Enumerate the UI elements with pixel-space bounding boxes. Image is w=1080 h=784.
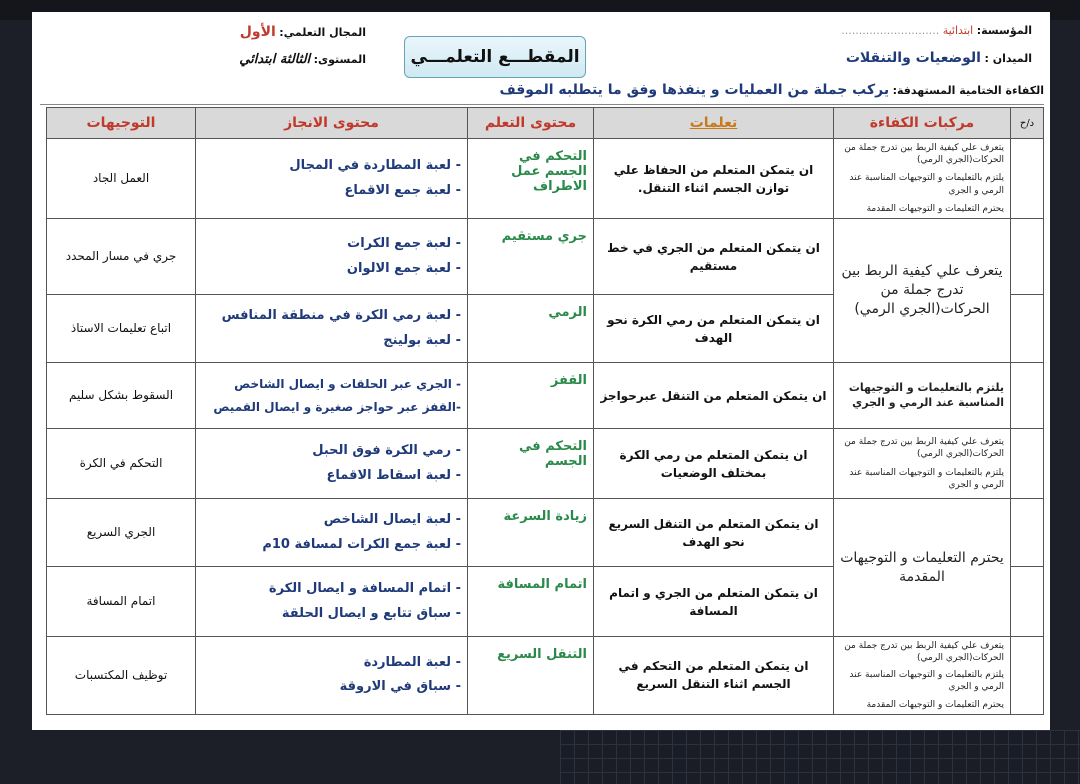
competence-text: يلتزم بالتعليمات و التوجيهات المناسبة عند الرمي و الجري [849,173,1004,196]
achievement-item: - لعبة جمع الكرات [347,235,461,251]
table-row [47,499,1044,567]
table-row [47,429,1044,499]
institution-dots: ............................ [841,24,940,37]
content-cell: زيادة السرعة [468,499,594,567]
achievement-cell [196,567,468,637]
achievement-cell [196,363,468,429]
field-value: الأول [239,24,276,40]
achievement-item: - اتمام المسافة و ايصال الكرة [268,580,461,596]
competence-cell [834,139,1011,219]
achievement-item: - لعبة جمع الالوان [346,260,461,276]
competence-text: يتعرف علي كيفية الربط بين تدرج جملة من الحركات(الجري الرمي) [844,143,1004,166]
achievement-item: - لعبة بولينج [383,332,461,348]
direction-cell: السقوط بشكل سليم [47,363,196,429]
competence-cell [834,637,1011,715]
content-cell: جري مستقيم [468,219,594,295]
table-row [47,363,1044,429]
institution-value: ابتدائية [942,24,974,37]
content-cell: اتمام المسافة [468,567,594,637]
goal-label: الكفاءة الختامية المستهدفة: [892,84,1044,97]
header-achievement: محتوى الانجاز [196,108,468,139]
content-cell: الرمي [468,295,594,363]
achievement-item: - لعبة رمي الكرة في منطقة المنافس [221,307,461,323]
achievement-item: - الجري عبر الحلقات و ايصال الشاخص [234,376,461,391]
segment-title: المقطـــع التعلمـــي [410,47,580,67]
learning-cell: ان يتمكن المتعلم من الجري في خط مستقيم [594,219,834,295]
direction-cell: اتمام المسافة [47,567,196,637]
content-cell: القفز [468,363,594,429]
level-label: المستوى: [313,53,366,66]
direction-cell: التحكم في الكرة [47,429,196,499]
index-cell [1011,295,1044,363]
competence-text: يتعرف علي كيفية الربط بين تدرج جملة من الحركات(الجري الرمي) [844,437,1004,460]
table-row [47,219,1044,295]
index-cell [1011,429,1044,499]
index-cell [1011,363,1044,429]
competence-cell: يحترم التعليمات و التوجيهات المقدمة [834,499,1011,637]
competence-text: يتعرف علي كيفية الربط بين تدرج جملة من الحركات(الجري الرمي) [844,641,1004,664]
goal-line [40,82,1044,105]
table-row [47,637,1044,715]
table-header-row [47,108,1044,139]
header-index: د/ح [1011,108,1044,139]
competence-cell [834,429,1011,499]
learning-cell: ان يتمكن المتعلم من رمي الكرة نحو الهدف [594,295,834,363]
learning-cell: ان يتمكن المتعلم من الجري و اتمام المسافة [594,567,834,637]
level-value: الثالثة ابتدائي [239,52,311,67]
domain-line [846,50,1032,66]
content-cell: التنقل السريع [468,637,594,715]
field-label: المجال التعلمي: [279,26,366,39]
learning-cell: ان يتمكن المتعلم من التحكم في الجسم اثناء التنقل السريع [594,637,834,715]
domain-label: الميدان : [984,52,1032,65]
achievement-item: - لعبة المطاردة [363,654,461,670]
institution-label: المؤسسة: [976,24,1032,37]
achievement-cell [196,295,468,363]
learning-cell: ان يتمكن المتعلم من رمي الكرة بمختلف الوضعيات [594,429,834,499]
direction-cell: الجري السريع [47,499,196,567]
direction-cell: العمل الجاد [47,139,196,219]
content-cell: التحكم في الجسم [468,429,594,499]
document-page [32,12,1050,730]
competence-text: يلتزم بالتعليمات و التوجيهات المناسبة عند الرمي و الجري [849,670,1004,693]
achievement-item: - لعبة جمع الكرات لمسافة 10م [262,536,461,552]
level-line [239,52,366,67]
direction-cell: اتباع تعليمات الاستاذ [47,295,196,363]
competence-cell: يلتزم بالتعليمات و التوجيهات المناسبة عند الرمي و الجري [834,363,1011,429]
achievement-item: - سباق في الاروقة [339,679,461,695]
learning-cell: ان يتمكن المتعلم من التنقل عبرحواجز [594,363,834,429]
index-cell [1011,499,1044,567]
achievement-cell [196,219,468,295]
achievement-item: - لعبة اسقاط الاقماع [326,467,461,483]
content-cell: التحكم في الجسم عمل الاطراف [468,139,594,219]
table-row [47,139,1044,219]
achievement-item: - رمي الكرة فوق الحبل [312,442,461,458]
header-learnings-label: تعلمات [689,115,738,131]
achievement-cell [196,429,468,499]
achievement-item: - لعبة جمع الاقماع [344,182,461,198]
achievement-cell [196,139,468,219]
competence-text: يحترم التعليمات و التوجيهات المقدمة [866,203,1004,214]
segment-title-box [404,36,586,78]
index-cell [1011,637,1044,715]
learning-cell: ان يتمكن المتعلم من التنقل السريع نحو الهدف [594,499,834,567]
index-cell [1011,139,1044,219]
background-grid [560,730,1080,784]
header-learnings [594,108,834,139]
achievement-item: - لعبة ايصال الشاخص [323,511,461,527]
domain-value: الوضعيات والتنقلات [845,50,981,66]
achievement-item: - لعبة المطاردة في المجال [289,157,461,173]
achievement-cell [196,637,468,715]
field-line [240,24,366,40]
achievement-item: -القفز عبر حواجز صغيرة و ايصال القميص [213,399,461,414]
header-directions: التوجيهات [47,108,196,139]
header-competence: مركبات الكفاءة [834,108,1011,139]
plan-table [46,107,1044,715]
competence-text: يحترم التعليمات و التوجيهات المقدمة [866,699,1004,710]
index-cell [1011,219,1044,295]
achievement-cell [196,499,468,567]
competence-cell: يتعرف علي كيفية الربط بين تدرج جملة من الحركات(الجري الرمي) [834,219,1011,363]
direction-cell: توظيف المكتسبات [47,637,196,715]
institution-line [841,24,1032,37]
achievement-item: - سباق تتابع و ايصال الحلقة [281,605,461,621]
learning-cell: ان يتمكن المتعلم من الحفاظ علي توازن الجسم اثناء التنقل. [594,139,834,219]
goal-value: يركب جملة من العمليات و ينفذها وفق ما يتطلبه الموقف [499,82,890,98]
direction-cell: جري في مسار المحدد [47,219,196,295]
index-cell [1011,567,1044,637]
competence-text: يلتزم بالتعليمات و التوجيهات المناسبة عند الرمي و الجري [849,467,1004,490]
header-content: محتوى التعلم [468,108,594,139]
